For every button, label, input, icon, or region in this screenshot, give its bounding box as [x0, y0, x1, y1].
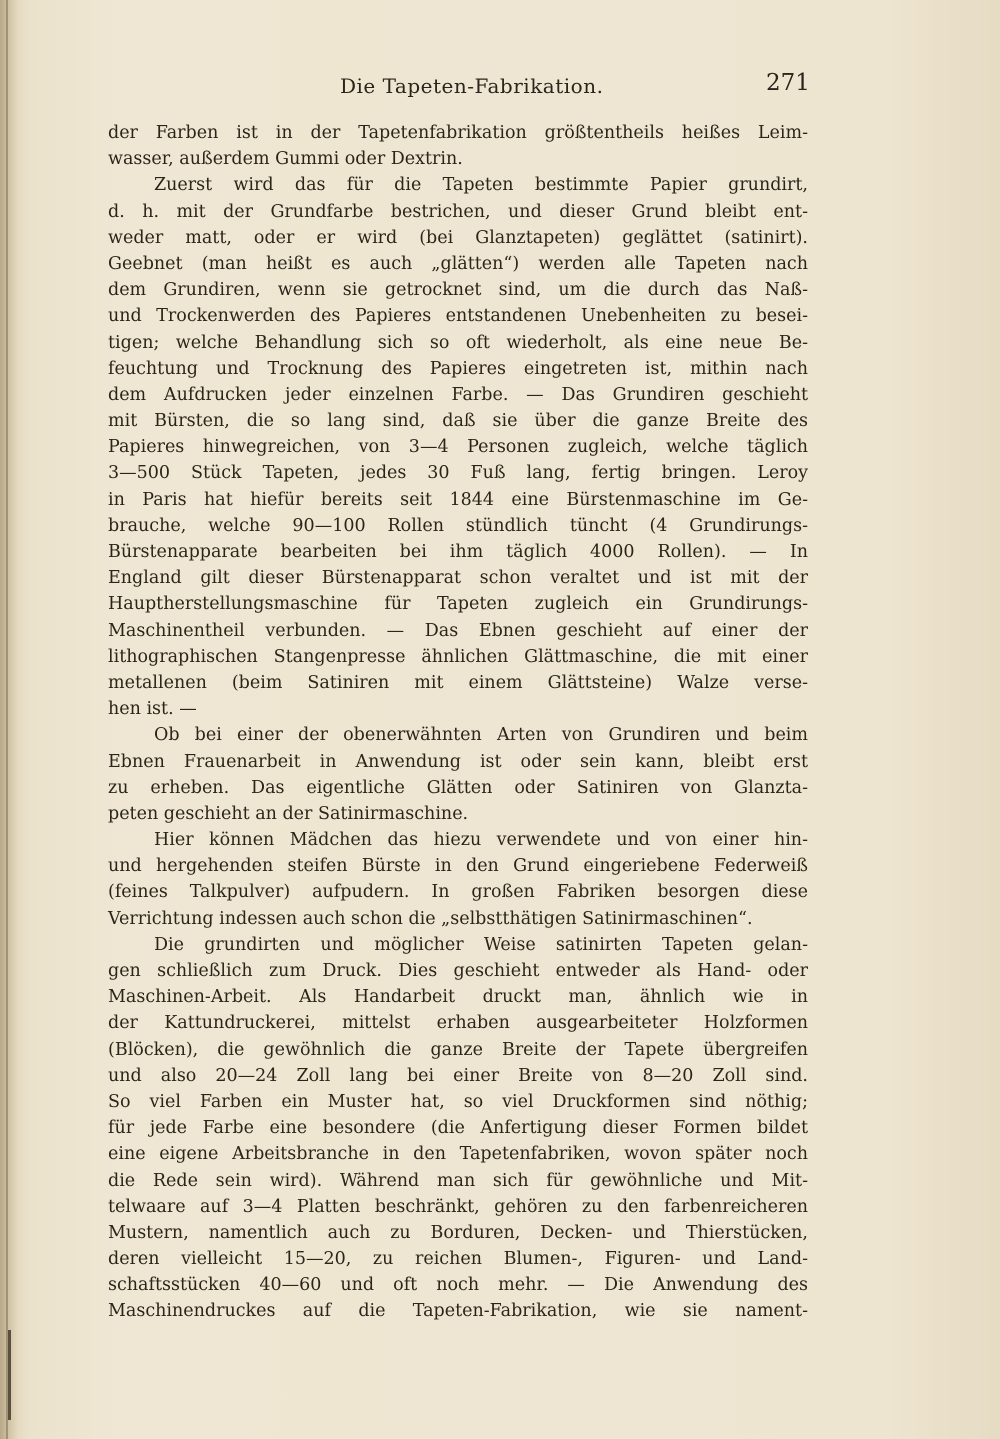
text-line: 3—500 Stück Tapeten, jedes 30 Fuß lang, fertig bringen. Leroy: [108, 463, 808, 484]
text-line: Papieres hinwegreichen, von 3—4 Personen zugleich, welche täglich: [108, 437, 808, 458]
text-line: tigen; welche Behandlung sich so oft wiederholt, als eine neue Be-: [108, 332, 808, 353]
text-line: (feines Talkpulver) aufpudern. In großen Fabriken besorgen diese: [108, 882, 808, 903]
text-line: Verrichtung indessen auch schon die „selbstthätigen Satinirmaschinen“.: [108, 908, 753, 929]
running-title: Die Tapeten-Fabrikation.: [340, 74, 604, 98]
body-text: [108, 120, 808, 1325]
text-line: für jede Farbe eine besondere (die Anfertigung dieser Formen bildet: [108, 1118, 808, 1139]
paragraph-first-line: Zuerst wird das für die Tapeten bestimmte Papier grundirt,: [154, 175, 808, 196]
text-line: lithographischen Stangenpresse ähnlichen Glättmaschine, die mit einer: [108, 646, 808, 667]
text-line: d. h. mit der Grundfarbe bestrichen, und dieser Grund bleibt ent-: [108, 201, 808, 222]
text-line: Maschinentheil verbunden. — Das Ebnen geschieht auf einer der: [108, 620, 808, 641]
text-line: Mustern, namentlich auch zu Borduren, Decken- und Thierstücken,: [108, 1222, 808, 1243]
text-line: die Rede sein wird). Während man sich für gewöhnliche und Mit-: [108, 1170, 808, 1191]
text-line: eine eigene Arbeitsbranche in den Tapetenfabriken, wovon später noch: [108, 1144, 808, 1165]
paragraph-first-line: Die grundirten und möglicher Weise satinirten Tapeten gelan-: [154, 934, 808, 955]
text-line: wasser, außerdem Gummi oder Dextrin.: [108, 149, 463, 170]
text-line: England gilt dieser Bürstenapparat schon veraltet und ist mit der: [108, 568, 808, 589]
text-line: Geebnet (man heißt es auch „glätten“) werden alle Tapeten nach: [108, 253, 808, 274]
text-line: deren vielleicht 15—20, zu reichen Blumen-, Figuren- und Land-: [108, 1249, 808, 1270]
page-edge-line: [6, 0, 8, 1439]
text-line: dem Grundiren, wenn sie getrocknet sind, um die durch das Naß-: [108, 280, 808, 301]
text-line: Maschinendruckes auf die Tapeten-Fabrikation, wie sie nament-: [108, 1301, 808, 1322]
text-line: weder matt, oder er wird (bei Glanztapeten) geglättet (satinirt).: [108, 227, 808, 248]
text-line: mit Bürsten, die so lang sind, daß sie über die ganze Breite des: [108, 411, 808, 432]
text-line: brauche, welche 90—100 Rollen stündlich tüncht (4 Grundirungs-: [108, 515, 808, 536]
text-line: und also 20—24 Zoll lang bei einer Breite von 8—20 Zoll sind.: [108, 1065, 808, 1086]
page-header: [108, 64, 808, 104]
text-line: hen ist. —: [108, 699, 197, 720]
text-line: und Trockenwerden des Papieres entstandenen Unebenheiten zu besei-: [108, 306, 808, 327]
text-line: dem Aufdrucken jeder einzelnen Farbe. — Das Grundiren geschieht: [108, 384, 808, 405]
text-line: zu erheben. Das eigentliche Glätten oder Satiniren von Glanzta-: [108, 777, 808, 798]
paragraph-first-line: Ob bei einer der obenerwähnten Arten von Grundiren und beim: [154, 725, 808, 746]
page-binding-shadow: [0, 0, 18, 1439]
text-line: peten geschieht an der Satinirmaschine.: [108, 803, 469, 824]
text-line: telwaare auf 3—4 Platten beschränkt, gehören zu den farbenreicheren: [108, 1196, 808, 1217]
text-line: feuchtung und Trocknung des Papieres eingetreten ist, mithin nach: [108, 358, 808, 379]
text-line: Hauptherstellungsmaschine für Tapeten zugleich ein Grundirungs-: [108, 594, 808, 615]
text-line: schaftsstücken 40—60 und oft noch mehr. — Die Anwendung des: [108, 1275, 808, 1296]
text-line: Ebnen Frauenarbeit in Anwendung ist oder sein kann, bleibt erst: [108, 751, 808, 772]
text-line: metallenen (beim Satiniren mit einem Glättsteine) Walze verse-: [108, 672, 808, 693]
text-line: in Paris hat hiefür bereits seit 1844 eine Bürstenmaschine im Ge-: [108, 489, 808, 510]
text-line: So viel Farben ein Muster hat, so viel Druckformen sind nöthig;: [108, 1091, 808, 1112]
text-line: der Kattundruckerei, mittelst erhaben ausgearbeiteter Holzformen: [108, 1013, 808, 1034]
paragraph-first-line: Hier können Mädchen das hiezu verwendete und von einer hin-: [154, 830, 808, 851]
text-line: (Blöcken), die gewöhnlich die ganze Breite der Tapete übergreifen: [108, 1039, 808, 1060]
text-line: und hergehenden steifen Bürste in den Grund eingeriebene Federweiß: [108, 856, 808, 877]
page-number: 271: [766, 70, 810, 96]
text-line: Bürstenapparate bearbeiten bei ihm täglich 4000 Rollen). — In: [108, 542, 808, 562]
text-line: gen schließlich zum Druck. Dies geschieht entweder als Hand- oder: [108, 961, 808, 981]
text-line: der Farben ist in der Tapetenfabrikation größtentheils heißes Leim-: [108, 123, 808, 143]
text-line: Maschinen-Arbeit. Als Handarbeit druckt man, ähnlich wie in: [108, 987, 808, 1008]
page-edge-mark: [8, 1330, 11, 1420]
